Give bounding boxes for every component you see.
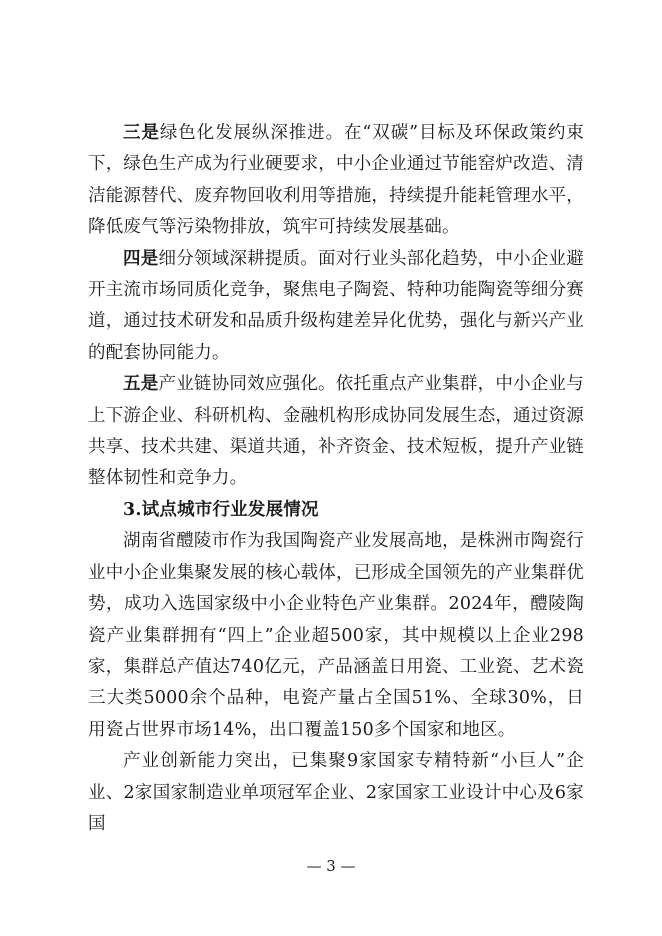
paragraph-text: 细分领域深耕提质。面对行业头部化趋势，中小企业避开主流市场同质化竞争，聚焦电子陶瓷、特种功能陶瓷等细分赛道，通过技术研发和品质升级构建差异化优势，强化与新兴产业的配套协同能力。 [88,248,584,363]
paragraph-green-development [88,118,584,244]
paragraph-innovation: 产业创新能力突出，已集聚9家国家专精特新“小巨人”企业、2家国家制造业单项冠军企业、2家国家工业设计中心及6家国 [88,751,584,834]
paragraph-text: 产业链协同效应强化。依托重点产业集群，中小企业与上下游企业、科研机构、金融机构形成协同发展生态，通过资源共享、技术共建、渠道共通，补齐资金、技术短板，提升产业链整体韧性和竞争力。 [88,374,584,489]
paragraph-niche-fields [88,244,584,370]
paragraph-lead: 五是 [123,374,159,395]
paragraph-liling-overview: 湖南省醴陵市作为我国陶瓷产业发展高地，是株洲市陶瓷行业中小企业集聚发展的核心载体，已形成全国领先的产业集群优势，成功入选国家级中小企业特色产业集群。2024年，醴陵陶瓷产业集群拥有“四上”企业超500家，其中规模以上企业298家，集群总产值达740亿元，产品涵盖日用瓷、工业瓷、艺术瓷三大类5000余个品种，电瓷产量占全国51%、全球30%，日用瓷占世界市场14%，出口覆盖150多个国家和地区。 [88,531,584,740]
paragraph-lead: 三是 [123,123,160,143]
paragraph-industry-chain [88,369,584,495]
paragraph-lead: 四是 [123,248,159,269]
page-number: — 3 — [306,857,356,875]
paragraph-text: 绿色化发展纵深推进。在“双碳”目标及环保政策约束下，绿色生产成为行业硬要求，中小企业通过节能窑炉改造、清洁能源替代、废弃物回收利用等措施，持续提升能耗管理水平，降低废气等污染物排放，筑牢可持续发展基础。 [88,123,584,238]
section-heading: 3.试点城市行业发展情况 [123,499,319,520]
document-body [88,118,584,840]
